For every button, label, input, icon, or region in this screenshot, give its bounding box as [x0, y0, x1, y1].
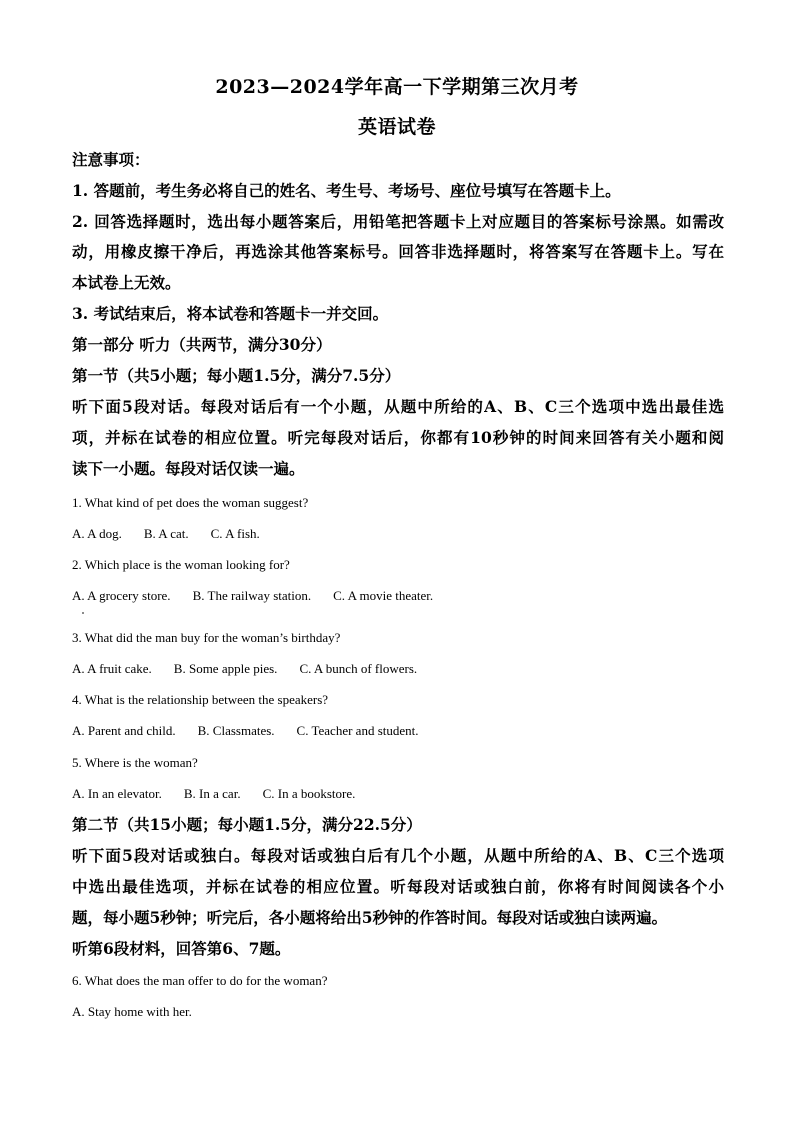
option-b: B. Classmates.: [197, 723, 275, 738]
section2-instruction-line-3: 题，每小题5秒钟；听完后，各小题将给出5秒钟的作答时间。每段对话或独白读两遍。: [72, 908, 668, 927]
option-a: A. A grocery store.: [72, 588, 171, 603]
section2-instruction-line-2: 中选出最佳选项，并标在试卷的相应位置。听每段对话或独白前，你将有时间阅读各个小: [72, 877, 724, 896]
option-c: C. A bunch of flowers.: [299, 661, 418, 676]
question-5-options: [72, 785, 724, 803]
stray-dot: [82, 612, 84, 614]
question-5: 5. Where is the woman?: [72, 755, 198, 770]
question-4-options: [72, 722, 724, 740]
note-item-2-line-2: 动，用橡皮擦干净后，再选涂其他答案标号。回答非选择题时，将答案写在答题卡上。写在: [72, 242, 724, 261]
option-b: B. A cat.: [143, 526, 189, 541]
section1-instruction-line-1: 听下面5段对话。每段对话后有一个小题，从题中所给的A、B、C三个选项中选出最佳选: [72, 397, 724, 416]
question-2: 2. Which place is the woman looking for?: [72, 557, 290, 572]
option-a: A. A dog.: [72, 526, 122, 541]
option-c: C. In a bookstore.: [262, 786, 356, 801]
material-6-heading: 听第6段材料，回答第6、7题。: [72, 939, 291, 958]
question-1: 1. What kind of pet does the woman suggest?: [72, 495, 309, 510]
question-2-options: [72, 587, 724, 605]
option-b: B. In a car.: [183, 786, 241, 801]
section2-instruction-line-1: 听下面5段对话或独白。每段对话或独白后有几个小题，从题中所给的A、B、C三个选项: [72, 846, 724, 865]
section1-instruction-line-2: 项，并标在试卷的相应位置。听完每段对话后，你都有10秒钟的时间来回答有关小题和阅: [72, 428, 724, 447]
note-item-1: 1. 答题前，考生务必将自己的姓名、考生号、考场号、座位号填写在答题卡上。: [72, 181, 621, 200]
exam-title: 2023—2024学年高一下学期第三次月考: [215, 76, 579, 98]
question-6-option-a: A. Stay home with her.: [72, 1004, 192, 1019]
note-item-2-line-1: 2. 回答选择题时，选出每小题答案后，用铅笔把答题卡上对应题目的答案标号涂黑。如需改: [72, 212, 724, 231]
option-a: A. Parent and child.: [72, 723, 176, 738]
option-a: A. A fruit cake.: [72, 661, 152, 676]
option-c: C. A fish.: [210, 526, 260, 541]
question-6: 6. What does the man offer to do for the woman?: [72, 973, 328, 988]
option-a: A. In an elevator.: [72, 786, 162, 801]
section1-instruction-line-3: 读下一小题。每段对话仅读一遍。: [72, 459, 305, 478]
option-b: B. The railway station.: [192, 588, 312, 603]
notes-heading: 注意事项：: [72, 150, 150, 169]
question-4: 4. What is the relationship between the speakers?: [72, 692, 329, 707]
exam-subject: 英语试卷: [357, 116, 436, 138]
option-b: B. Some apple pies.: [173, 661, 278, 676]
question-3-options: [72, 660, 724, 678]
question-3: 3. What did the man buy for the woman’s birthday?: [72, 630, 341, 645]
question-1-options: [72, 525, 724, 543]
note-item-2-line-3: 本试卷上无效。: [72, 273, 181, 292]
part1-heading: 第一部分 听力（共两节，满分30分）: [72, 335, 332, 354]
note-item-3: 3. 考试结束后，将本试卷和答题卡一并交回。: [72, 304, 389, 323]
section2-heading: 第二节（共15小题；每小题1.5分，满分22.5分）: [72, 815, 422, 834]
option-c: C. A movie theater.: [333, 588, 434, 603]
option-c: C. Teacher and student.: [296, 723, 419, 738]
section1-heading: 第一节（共5小题；每小题1.5分，满分7.5分）: [72, 366, 401, 385]
